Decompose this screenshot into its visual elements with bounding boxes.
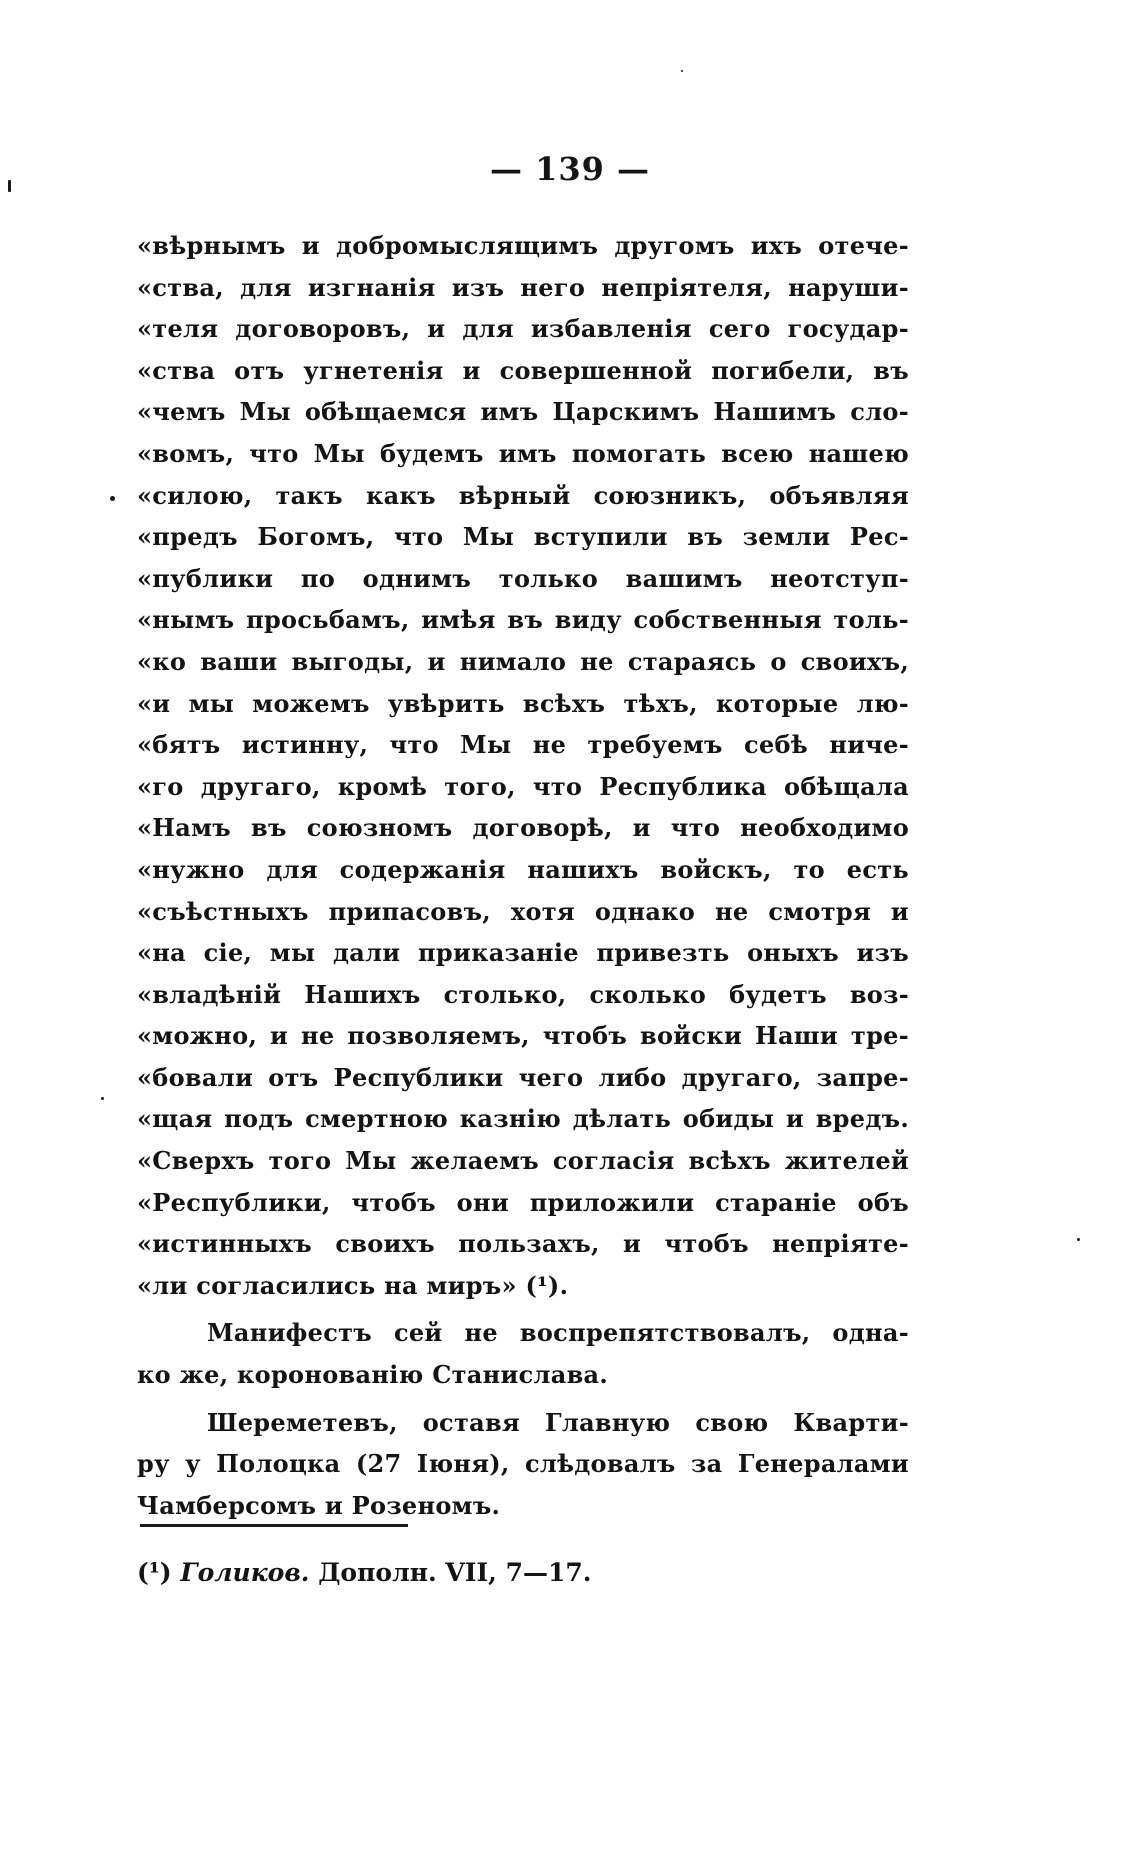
text-line: «силою, такъ какъ вѣрный союзникъ, объявляя	[137, 480, 909, 510]
text-line: «можно, и не позволяемъ, чтобъ войски Наши тре-	[137, 1021, 909, 1051]
text-line: «нужно для содержанія нашихъ войскъ, то есть	[137, 854, 909, 884]
text-line: «съѣстныхъ припасовъ, хотя однако не смотря и	[137, 896, 909, 926]
print-speck	[110, 496, 115, 501]
text-line: «на сіе, мы дали приказаніе привезть оныхъ изъ	[137, 938, 909, 968]
print-speck	[101, 1097, 104, 1100]
page-number: — 139 —	[489, 150, 651, 188]
text-line: «Республики, чтобъ они приложили стараніе объ	[137, 1187, 909, 1217]
text-line: «щая подъ смертною казнію дѣлать обиды и вредъ.	[137, 1104, 909, 1134]
text-line: «истинныхъ своихъ пользахъ, и чтобъ непріяте-	[137, 1229, 909, 1259]
text-line: Чамберсомъ и Розеномъ.	[137, 1490, 501, 1520]
text-line: Манифестъ сей не воспрепятствовалъ, одна-	[207, 1318, 909, 1348]
text-line: «нымъ просьбамъ, имѣя въ виду собственныя толь-	[137, 605, 909, 635]
text-line: Шереметевъ, оставя Главную свою Кварти-	[207, 1407, 909, 1437]
footnote-reference: Дополн. VII, 7—17.	[318, 1558, 592, 1587]
text-line: ко же, коронованію Станислава.	[137, 1360, 609, 1390]
text-line: «и мы можемъ увѣрить всѣхъ тѣхъ, которые лю-	[137, 688, 909, 718]
footnote-rule	[140, 1524, 408, 1527]
text-line: «публики по однимъ только вашимъ неотступ-	[137, 563, 909, 593]
text-line: «ли согласились на миръ» (¹).	[137, 1270, 569, 1300]
text-line: ру у Полоцка (27 Іюня), слѣдовалъ за Генералами	[137, 1449, 909, 1479]
text-line: «ко ваши выгоды, и нимало не стараясь о своихъ,	[137, 646, 909, 676]
text-line: «чемъ Мы обѣщаемся имъ Царскимъ Нашимъ сло-	[137, 397, 909, 427]
print-speck	[681, 70, 683, 72]
text-line: «го другаго, кромѣ того, что Республика обѣщала	[137, 771, 909, 801]
print-speck	[8, 180, 11, 192]
text-line: «Сверхъ того Мы желаемъ согласія всѣхъ жителей	[137, 1146, 909, 1176]
text-line: «ства, для изгнанія изъ него непріятеля, наруши-	[137, 272, 909, 302]
print-speck	[1077, 1238, 1080, 1241]
text-line: «вѣрнымъ и добромыслящимъ другомъ ихъ отече-	[137, 231, 909, 260]
footnote-author: Голиков.	[180, 1558, 310, 1587]
text-line: «Намъ въ союзномъ договорѣ, и что необходимо	[137, 813, 909, 843]
text-line: «вомъ, что Мы будемъ имъ помогать всею нашею	[137, 438, 909, 468]
text-line: «теля договоровъ, и для избавленія сего государ-	[137, 314, 909, 344]
text-line: «бятъ истинну, что Мы не требуемъ себѣ ниче-	[137, 730, 909, 760]
text-line: «ства отъ угнетенія и совершенной погибели, въ	[137, 355, 909, 385]
main-text	[137, 225, 909, 1526]
text-line: «бовали отъ Республики чего либо другаго, запре-	[137, 1062, 909, 1092]
text-line: «предъ Богомъ, что Мы вступили въ земли Рес-	[137, 522, 909, 552]
footnote	[137, 1558, 591, 1587]
footnote-marker: (¹)	[137, 1558, 172, 1587]
text-line: «владѣній Нашихъ столько, сколько будетъ воз-	[137, 979, 909, 1009]
